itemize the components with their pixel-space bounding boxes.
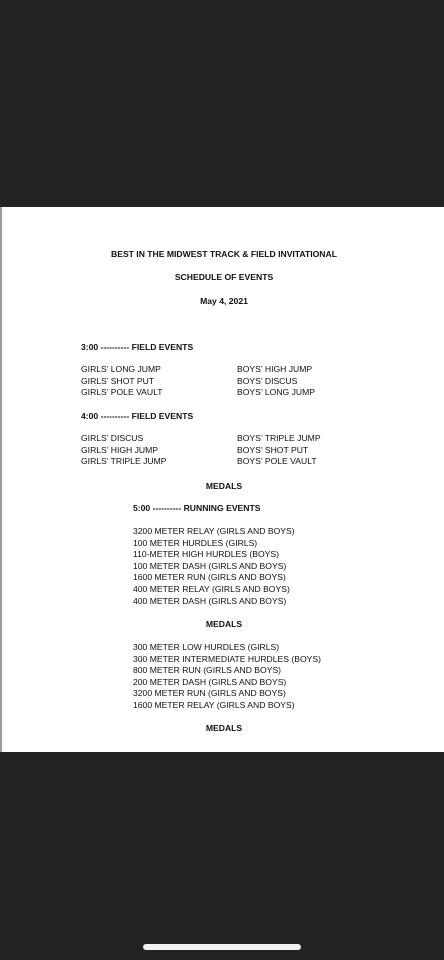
list-item: BOYS’ HIGH JUMP (237, 364, 313, 374)
list-item: 300 METER LOW HURDLES (GIRLS) (133, 642, 280, 652)
document-subtitle: SCHEDULE OF EVENTS (174, 272, 274, 282)
list-item: BOYS’ POLE VAULT (237, 456, 317, 467)
list-item: GIRLS’ HIGH JUMP (81, 444, 159, 455)
list-item: 100 METER HURDLES (GIRLS) (133, 537, 258, 548)
document-date: May 4, 2021 (200, 296, 248, 306)
list-item: 3200 METER RUN (GIRLS AND BOYS) (133, 688, 286, 699)
girls-events-list-4pm (81, 433, 166, 468)
list-item: BOYS’ SHOT PUT (237, 444, 309, 455)
medals-heading-3: MEDALS (205, 723, 243, 733)
list-item: 300 METER INTERMEDIATE HURDLES (BOYS) (133, 653, 321, 664)
list-item: 400 METER RELAY (GIRLS AND BOYS) (133, 583, 290, 594)
medals-heading-1: MEDALS (205, 481, 243, 491)
running-events-list-2 (133, 642, 321, 712)
list-item: GIRLS’ TRIPLE JUMP (81, 456, 167, 467)
section-header-field-events-3pm: 3:00 ---------- FIELD EVENTS (81, 342, 194, 352)
list-item: BOYS’ LONG JUMP (237, 387, 315, 398)
list-item: 110-METER HIGH HURDLES (BOYS) (133, 549, 279, 560)
document-title: BEST IN THE MIDWEST TRACK & FIELD INVITATIONAL (111, 249, 337, 259)
running-events-list (133, 526, 295, 607)
document-page (0, 207, 444, 752)
boys-events-list-4pm (237, 433, 321, 468)
list-item: 100 METER DASH (GIRLS AND BOYS) (133, 560, 287, 571)
list-item: GIRLS’ DISCUS (81, 433, 144, 443)
list-item: 3200 METER RELAY (GIRLS AND BOYS) (133, 526, 295, 536)
boys-events-list-3pm (237, 364, 315, 399)
list-item: 400 METER DASH (GIRLS AND BOYS) (133, 595, 287, 606)
list-item: BOYS’ TRIPLE JUMP (237, 433, 321, 443)
list-item: BOYS’ DISCUS (237, 375, 298, 386)
medals-heading-2: MEDALS (205, 619, 243, 629)
section-header-field-events-4pm: 4:00 ---------- FIELD EVENTS (81, 411, 194, 421)
home-indicator[interactable] (143, 944, 301, 950)
list-item: 200 METER DASH (GIRLS AND BOYS) (133, 676, 287, 687)
girls-events-list-3pm (81, 364, 163, 399)
section-header-running-events: 5:00 ---------- RUNNING EVENTS (133, 503, 261, 513)
list-item: 1600 METER RELAY (GIRLS AND BOYS) (133, 699, 295, 710)
list-item: GIRLS’ SHOT PUT (81, 375, 155, 386)
list-item: GIRLS’ POLE VAULT (81, 387, 163, 398)
list-item: GIRLS’ LONG JUMP (81, 364, 161, 374)
list-item: 800 METER RUN (GIRLS AND BOYS) (133, 665, 282, 676)
list-item: 1600 METER RUN (GIRLS AND BOYS) (133, 572, 286, 583)
